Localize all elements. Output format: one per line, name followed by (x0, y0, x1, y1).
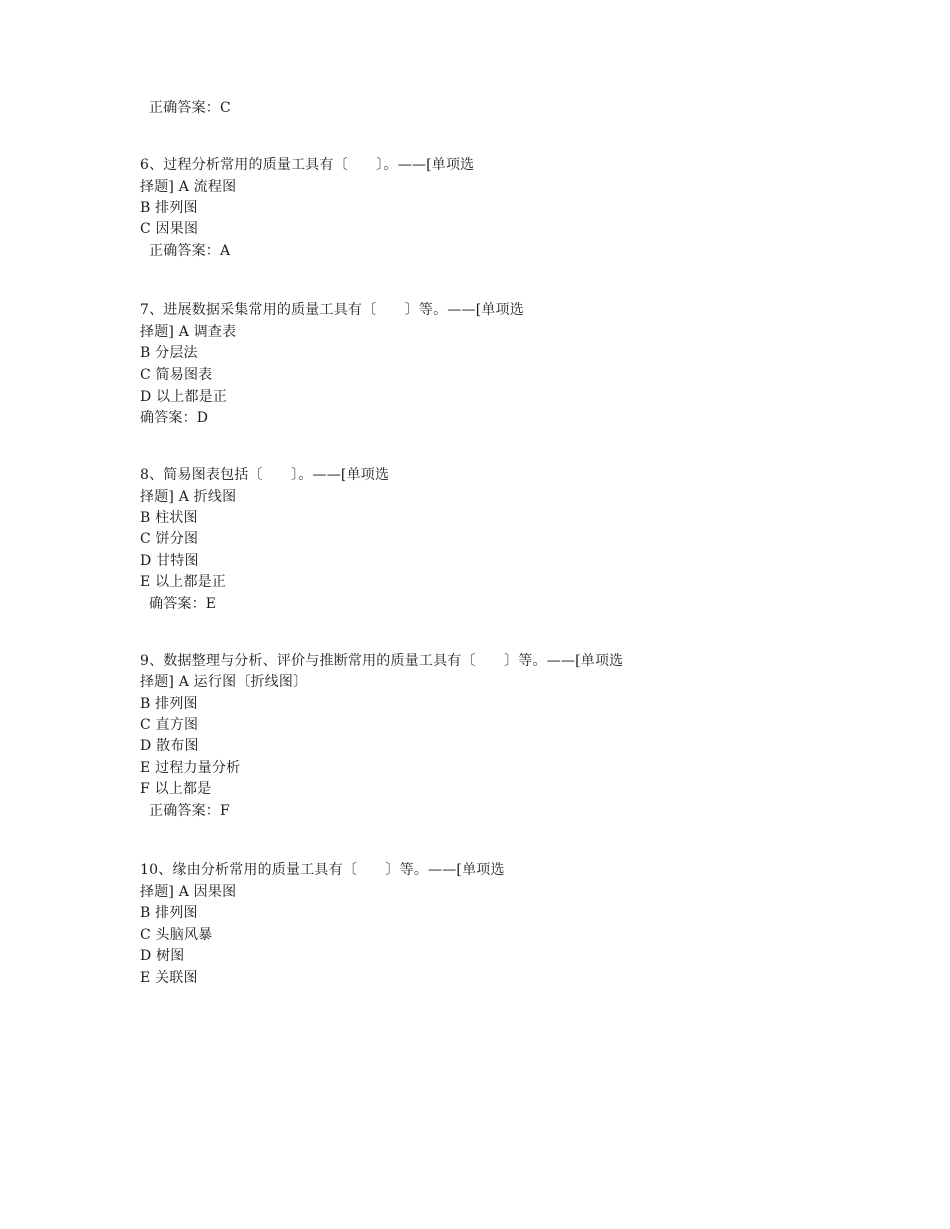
option-line: C 因果图 (140, 221, 199, 237)
question-line: 7、进展数据采集常用的质量工具有〔 〕等。——[单项选 (140, 302, 524, 318)
option-line: D 以上都是正 (140, 389, 228, 405)
answer-line: 确答案：D (140, 410, 209, 426)
option-line: B 排列图 (140, 696, 198, 712)
option-line: 择题] A 因果图 (140, 884, 237, 900)
question-line: 10、缘由分析常用的质量工具有〔 〕等。——[单项选 (140, 862, 505, 878)
option-line: 择题] A 运行图〔折线图〕 (140, 674, 308, 690)
question-line: 8、简易图表包括〔 〕。——[单项选 (140, 467, 390, 483)
option-line: D 散布图 (140, 738, 199, 754)
answer-line: 正确答案：C (149, 100, 231, 116)
option-line: E 以上都是正 (140, 574, 227, 590)
option-line: C 直方图 (140, 717, 199, 733)
option-line: E 关联图 (140, 970, 198, 986)
question-line: 6、过程分析常用的质量工具有〔 〕。——[单项选 (140, 157, 475, 173)
option-line: B 排列图 (140, 905, 198, 921)
option-line: B 排列图 (140, 200, 198, 216)
option-line: C 饼分图 (140, 531, 199, 547)
option-line: D 甘特图 (140, 553, 199, 569)
option-line: F 以上都是 (140, 781, 212, 797)
option-line: 择题] A 流程图 (140, 179, 237, 195)
answer-line: 正确答案：A (149, 243, 231, 259)
option-line: 择题] A 折线图 (140, 489, 237, 505)
option-line: 择题] A 调查表 (140, 324, 237, 340)
option-line: C 简易图表 (140, 367, 213, 383)
option-line: C 头脑风暴 (140, 927, 213, 943)
option-line: B 柱状图 (140, 510, 198, 526)
option-line: E 过程力量分析 (140, 760, 241, 776)
option-line: B 分层法 (140, 345, 198, 361)
answer-line: 确答案：E (149, 596, 217, 612)
answer-line: 正确答案：F (149, 803, 230, 819)
option-line: D 树图 (140, 948, 185, 964)
question-line: 9、数据整理与分析、评价与推断常用的质量工具有〔 〕等。——[单项选 (140, 653, 624, 669)
